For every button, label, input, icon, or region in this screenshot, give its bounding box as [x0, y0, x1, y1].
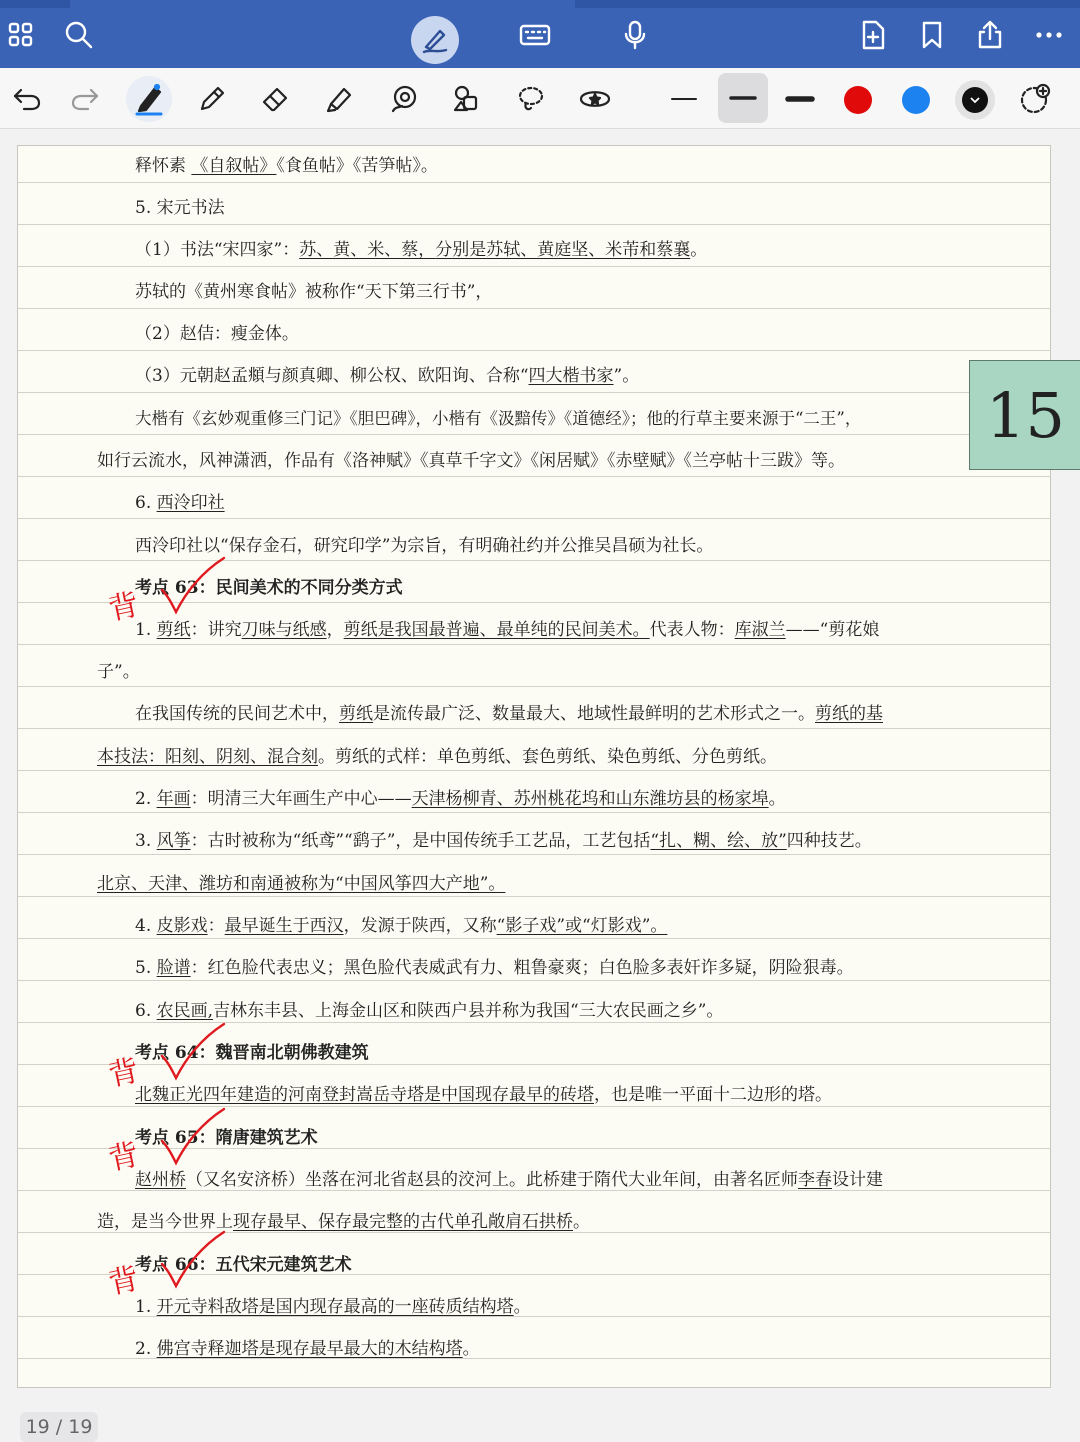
section-heading: 考点 66：五代宋元建筑艺术 [135, 1255, 352, 1275]
stroke-medium-button[interactable] [718, 73, 768, 123]
color-swatch-black-selected[interactable] [955, 80, 995, 120]
rule-line [18, 392, 1050, 393]
keyboard-icon[interactable] [514, 14, 556, 56]
bookmark-icon[interactable] [911, 14, 953, 56]
rule-line [18, 854, 1050, 855]
sticker-icon[interactable] [572, 76, 618, 122]
rule-line [18, 182, 1050, 183]
rule-line [18, 938, 1050, 939]
microphone-icon[interactable] [614, 14, 656, 56]
rule-line [18, 350, 1050, 351]
text-line: 在我国传统的民间艺术中，剪纸是流传最广泛、数量最大、地域性最鲜明的艺术形式之一。剪纸的基 [135, 704, 883, 724]
handwritten-mark: 背 [105, 587, 143, 628]
lasso-icon[interactable] [508, 76, 554, 122]
share-icon[interactable] [969, 14, 1011, 56]
rule-line [18, 980, 1050, 981]
text-line: 2. 年画：明清三大年画生产中心——天津杨柳青、苏州桃花坞和山东潍坊县的杨家埠。 [135, 789, 786, 809]
notebook-page [17, 145, 1051, 1388]
grid-icon[interactable] [0, 14, 42, 56]
text-line: （3）元朝赵孟頫与颜真卿、柳公权、欧阳询、合称“四大楷书家”。 [135, 366, 640, 386]
text-line: 6. 西泠印社 [135, 493, 225, 513]
rule-line [18, 308, 1050, 309]
text-line: 4. 皮影戏：最早诞生于西汉，发源于陕西，又称“影子戏”或“灯影戏”。 [135, 916, 668, 936]
section-heading: 考点 64：魏晋南北朝佛教建筑 [135, 1043, 369, 1063]
add-page-icon[interactable] [852, 14, 894, 56]
text-line: 北京、天津、潍坊和南通被称为“中国风筝四大产地”。 [97, 874, 506, 894]
tab-strip-left [0, 0, 70, 8]
text-line: 2. 佛宫寺释迦塔是现存最早最大的木结构塔。 [135, 1339, 480, 1359]
color-swatch-red[interactable] [844, 86, 872, 114]
page-number-tab[interactable]: 15 [969, 360, 1080, 470]
text-line: （1）书法“宋四家”：苏、黄、米、蔡，分别是苏轼、黄庭坚、米芾和蔡襄。 [135, 240, 708, 260]
rule-line [18, 224, 1050, 225]
text-line: 1. 剪纸：讲究刀味与纸感，剪纸是我国最普遍、最单纯的民间美术。代表人物：库淑兰——“剪花娘 [135, 620, 880, 640]
add-color-icon[interactable] [1012, 76, 1058, 122]
text-line: 造，是当今世界上现存最早、保存最完整的古代单孔敞肩石拱桥。 [97, 1212, 590, 1232]
text-line: 苏轼的《黄州寒食帖》被称作“天下第三行书”， [135, 282, 493, 302]
checkmark-icon [158, 1230, 228, 1290]
rule-line [18, 644, 1050, 645]
rule-line [18, 686, 1050, 687]
rule-line [18, 812, 1050, 813]
text-line: 大楷有《玄妙观重修三门记》《胆巴碑》，小楷有《汲黯传》《道德经》；他的行草主要来源于“二王”， [135, 409, 862, 428]
undo-icon[interactable] [4, 76, 50, 122]
fountain-pen-icon[interactable] [126, 76, 172, 122]
text-line: （2）赵佶：瘦金体。 [135, 324, 299, 344]
stroke-thick-button[interactable] [777, 76, 823, 122]
rule-line [18, 896, 1050, 897]
text-line: 本技法：阳刻、阴刻、混合刻。剪纸的式样：单色剪纸、套色剪纸、染色剪纸、分色剪纸。 [97, 747, 777, 767]
rule-line [18, 728, 1050, 729]
text-line: 5. 宋元书法 [135, 198, 225, 218]
handwritten-mark: 背 [105, 1137, 143, 1178]
checkmark-icon [158, 1022, 228, 1082]
text-line: 3. 风筝：古时被称为“纸鸢”“鹞子”，是中国传统手工艺品，工艺包括“扎、糊、绘、放”四种技艺。 [135, 831, 872, 851]
shape-icon[interactable] [381, 76, 427, 122]
page-counter: 19 / 19 [20, 1412, 98, 1442]
pen-mode-icon[interactable] [411, 16, 459, 64]
highlighter-icon[interactable] [317, 76, 363, 122]
text-line: 西泠印社以“保存金石，研究印学”为宗旨，有明确社约并公推吴昌硕为社长。 [135, 536, 714, 556]
handwritten-mark: 背 [105, 1053, 143, 1094]
checkmark-icon [158, 556, 228, 616]
drawing-toolbar [0, 68, 1080, 129]
pencil-icon[interactable] [189, 76, 235, 122]
text-line: 子”。 [97, 662, 140, 682]
text-line: 释怀素 《自叙帖》《食鱼帖》《苦笋帖》。 [135, 156, 438, 176]
rule-line [18, 518, 1050, 519]
chevron-down-icon [962, 87, 988, 113]
text-line: 赵州桥（又名安济桥）坐落在河北省赵县的洨河上。此桥建于隋代大业年间，由著名匠师李春设计建 [135, 1170, 883, 1190]
app-top-bar [0, 0, 1080, 68]
rule-line [18, 476, 1050, 477]
eraser-icon[interactable] [253, 76, 299, 122]
stroke-thin-button[interactable] [661, 76, 707, 122]
more-icon[interactable] [1028, 14, 1070, 56]
handwritten-mark: 背 [105, 1261, 143, 1302]
checkmark-icon [158, 1107, 228, 1167]
rule-line [18, 266, 1050, 267]
text-line: 6. 农民画,吉林东丰县、上海金山区和陕西户县并称为我国“三大农民画之乡”。 [135, 1001, 724, 1021]
section-heading: 考点 65：隋唐建筑艺术 [135, 1128, 318, 1148]
rule-line [18, 434, 1050, 435]
section-heading: 考点 63：民间美术的不同分类方式 [135, 578, 403, 598]
tab-strip-right [575, 0, 1080, 8]
rule-line [18, 770, 1050, 771]
text-line: 5. 脸谱：红色脸代表忠义；黑色脸代表威武有力、粗鲁豪爽；白色脸多表奸诈多疑，阴险狠毒。 [135, 958, 854, 978]
color-swatch-blue[interactable] [902, 86, 930, 114]
text-line: 北魏正光四年建造的河南登封嵩岳寺塔是中国现存最早的砖塔，也是唯一平面十二边形的塔。 [135, 1085, 832, 1105]
text-line: 如行云流水，风神潇洒，作品有《洛神赋》《真草千字文》《闲居赋》《赤壁赋》《兰亭帖十三跋》等。 [97, 451, 845, 471]
search-icon[interactable] [58, 14, 100, 56]
text-line: 1. 开元寺料敌塔是国内现存最高的一座砖质结构塔。 [135, 1297, 531, 1317]
redo-icon[interactable] [62, 76, 108, 122]
stamp-icon[interactable] [444, 76, 490, 122]
